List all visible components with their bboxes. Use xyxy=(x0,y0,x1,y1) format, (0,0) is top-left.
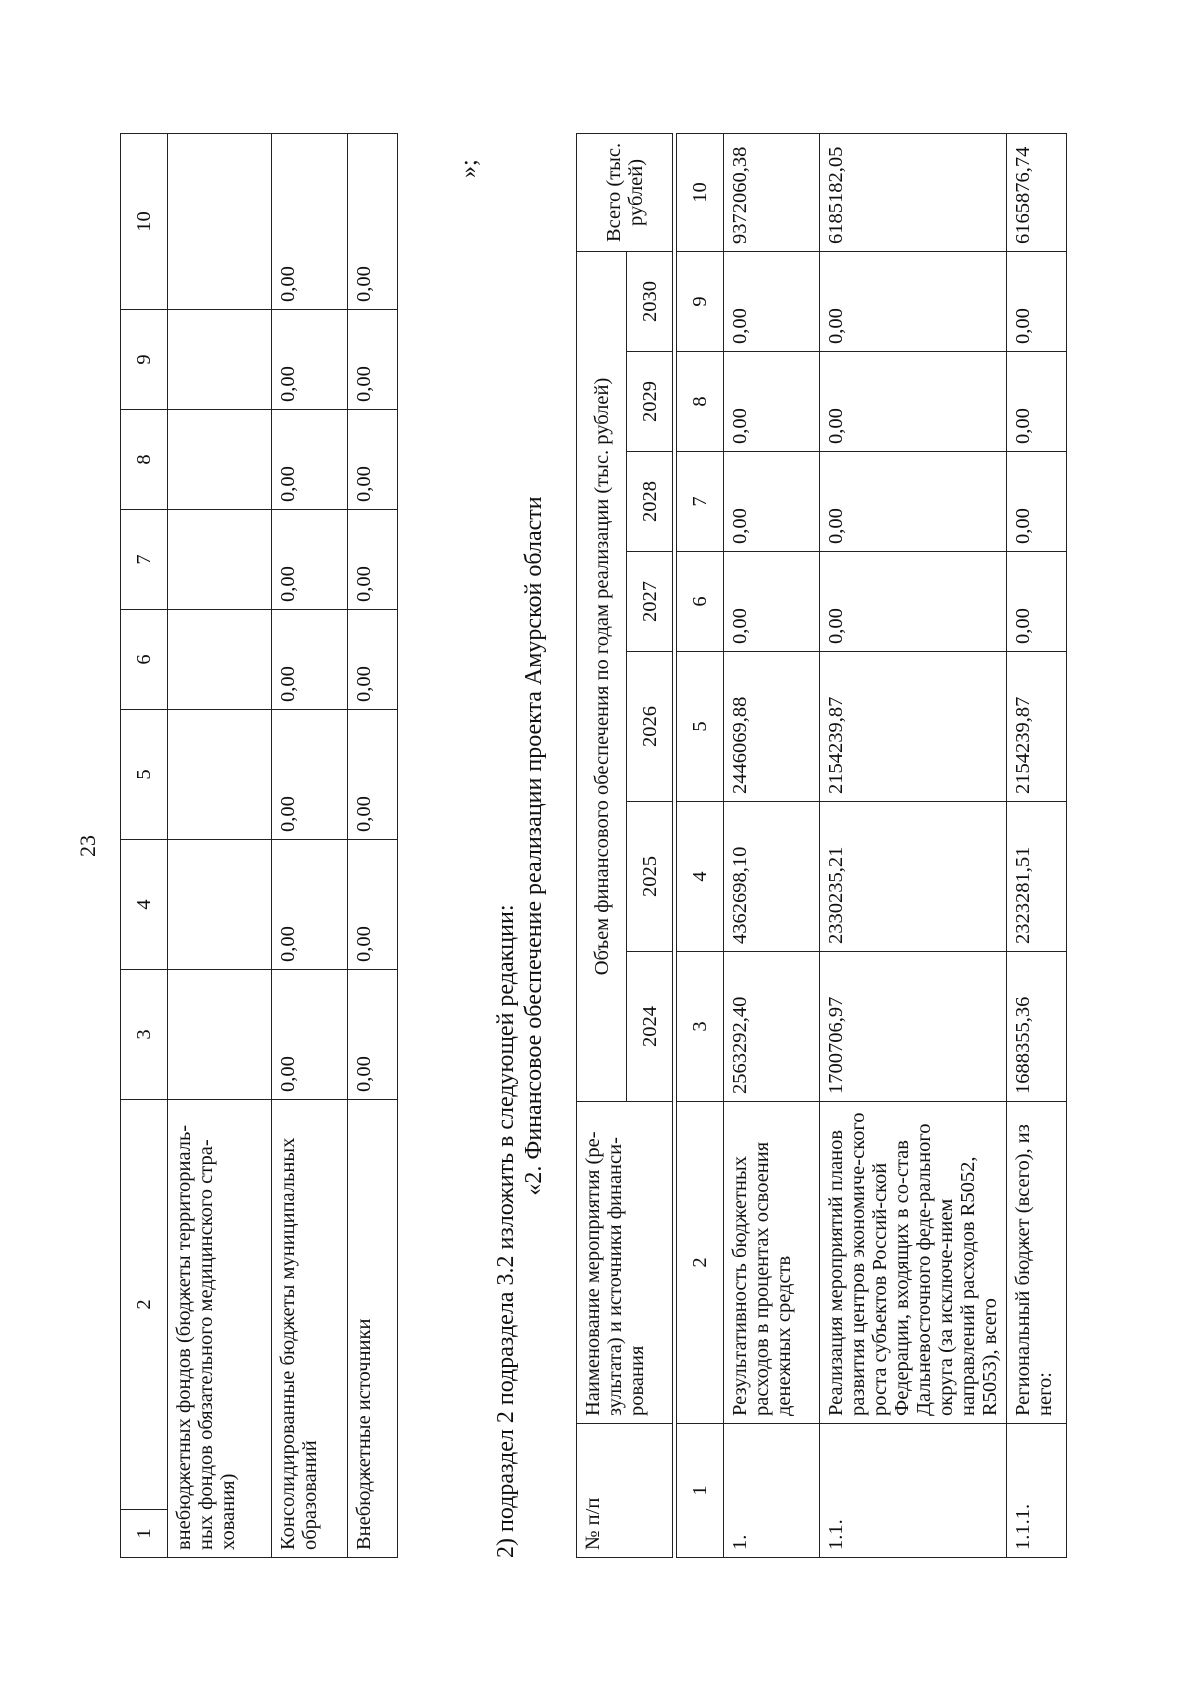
cell xyxy=(168,610,272,710)
cell: 0,00 xyxy=(348,134,398,310)
cell: 0,00 xyxy=(348,970,398,1100)
header-total: Всего (тыс. рублей) xyxy=(577,133,673,251)
cell: 0,00 xyxy=(272,310,348,410)
row-number: 1. xyxy=(724,1424,820,1558)
year-header: 2024 xyxy=(627,952,673,1102)
cell: 0,00 xyxy=(348,840,398,970)
cell xyxy=(168,840,272,970)
cell: 0,00 xyxy=(820,252,1007,352)
col-number: 9 xyxy=(677,252,724,352)
table-row xyxy=(1007,134,1067,1558)
instruction-text: 2) подраздел 2 подраздела 3.2 изложить в следующей редакции: xyxy=(493,904,519,1558)
source-name: Внебюджетные источники xyxy=(348,1100,398,1558)
cell: 4362698,10 xyxy=(724,802,820,952)
cell: 2330235,21 xyxy=(820,802,1007,952)
cell: 0,00 xyxy=(1007,452,1067,552)
table-row xyxy=(724,134,820,1558)
row-number: 1.1. xyxy=(820,1424,1007,1558)
table-row xyxy=(677,134,724,1558)
cell: 0,00 xyxy=(820,352,1007,452)
row-name: Результативность бюджетных расходов в процентах освоения денежных средств xyxy=(724,1102,820,1424)
cell: 0,00 xyxy=(348,410,398,510)
financing-table-body xyxy=(676,133,1067,1558)
cell: 0,00 xyxy=(820,552,1007,652)
cell: 9372060,38 xyxy=(724,134,820,252)
cell: 0,00 xyxy=(272,510,348,610)
cell xyxy=(168,410,272,510)
col-number: 5 xyxy=(677,652,724,802)
col-number: 7 xyxy=(121,510,168,610)
col-number: 1 xyxy=(677,1424,724,1558)
cell: 0,00 xyxy=(272,134,348,310)
table-row xyxy=(272,134,348,1558)
year-header: 2028 xyxy=(627,452,673,552)
col-number: 5 xyxy=(121,710,168,840)
cell: 0,00 xyxy=(724,352,820,452)
col-number: 6 xyxy=(677,552,724,652)
cell: 0,00 xyxy=(348,710,398,840)
cell: 0,00 xyxy=(348,610,398,710)
cell xyxy=(168,710,272,840)
col-number: 8 xyxy=(121,410,168,510)
cell: 0,00 xyxy=(272,610,348,710)
col-number: 3 xyxy=(121,970,168,1100)
cell: 1688355,36 xyxy=(1007,952,1067,1102)
col-number: 3 xyxy=(677,952,724,1102)
col-number: 1 xyxy=(121,1510,168,1558)
cell: 0,00 xyxy=(272,840,348,970)
cell xyxy=(168,134,272,310)
cell: 2154239,87 xyxy=(820,652,1007,802)
row-name: Региональный бюджет (всего), из него: xyxy=(1007,1102,1067,1424)
col-number: 7 xyxy=(677,452,724,552)
cell: 0,00 xyxy=(272,410,348,510)
cell: 0,00 xyxy=(1007,552,1067,652)
cell: 2323281,51 xyxy=(1007,802,1067,952)
header-num: № п/п xyxy=(577,1424,673,1558)
table-row xyxy=(577,133,627,1557)
header-volume: Объем финансового обеспечения по годам реализации (тыс. рублей) xyxy=(577,251,627,1101)
year-header: 2030 xyxy=(627,251,673,351)
col-number: 4 xyxy=(677,802,724,952)
table-row xyxy=(348,134,398,1558)
cell: 0,00 xyxy=(1007,352,1067,452)
cell xyxy=(168,970,272,1100)
table-caption: «2. Финансовое обеспечение реализации проекта Амурской области xyxy=(521,496,547,1196)
col-number: 10 xyxy=(677,134,724,252)
col-number: 4 xyxy=(121,840,168,970)
cell: 0,00 xyxy=(724,252,820,352)
header-name: Наименование мероприятия (ре-зультата) и источники финанси-рования xyxy=(577,1102,673,1424)
year-header: 2025 xyxy=(627,802,673,952)
row-name: Реализация мероприятий планов развития центров экономиче-ского роста субъектов Россий-ской Федерации, входящих в со-став Дальневосточного феде-рального округа (за исключе-нием направлений расходов R5052, R5053), всего xyxy=(820,1102,1007,1424)
row-number: 1.1.1. xyxy=(1007,1424,1067,1558)
cell: 0,00 xyxy=(1007,252,1067,352)
cell: 2446069,88 xyxy=(724,652,820,802)
page-number: 23 xyxy=(75,835,100,857)
source-name: Консолидированные бюджеты муниципальных образований xyxy=(272,1100,348,1558)
col-number: 2 xyxy=(121,1100,168,1510)
cell: 0,00 xyxy=(348,310,398,410)
table-row xyxy=(168,134,272,1558)
table-row xyxy=(820,134,1007,1558)
cell: 6165876,74 xyxy=(1007,134,1067,252)
col-number: 2 xyxy=(677,1102,724,1424)
cell: 2154239,87 xyxy=(1007,652,1067,802)
cell: 0,00 xyxy=(272,970,348,1100)
financing-table-header xyxy=(576,133,673,1558)
col-number: 10 xyxy=(121,134,168,310)
rotated-page-content xyxy=(120,126,1080,1566)
col-number: 6 xyxy=(121,610,168,710)
cell: 0,00 xyxy=(272,710,348,840)
closing-quote: »; xyxy=(456,159,482,178)
year-header: 2026 xyxy=(627,652,673,802)
cell: 0,00 xyxy=(348,510,398,610)
year-header: 2027 xyxy=(627,552,673,652)
cell xyxy=(168,310,272,410)
col-number: 8 xyxy=(677,352,724,452)
cell xyxy=(168,510,272,610)
col-number: 9 xyxy=(121,310,168,410)
cell: 0,00 xyxy=(724,452,820,552)
continuation-table xyxy=(120,133,398,1558)
cell: 6185182,05 xyxy=(820,134,1007,252)
cell: 1700706,97 xyxy=(820,952,1007,1102)
table-row xyxy=(121,134,168,1558)
cell: 2563292,40 xyxy=(724,952,820,1102)
year-header: 2029 xyxy=(627,352,673,452)
cell: 0,00 xyxy=(820,452,1007,552)
source-name: внебюджетных фондов (бюджеты территориаль-ных фондов обязательного медицинского стра-хования) xyxy=(168,1100,272,1558)
cell: 0,00 xyxy=(724,552,820,652)
